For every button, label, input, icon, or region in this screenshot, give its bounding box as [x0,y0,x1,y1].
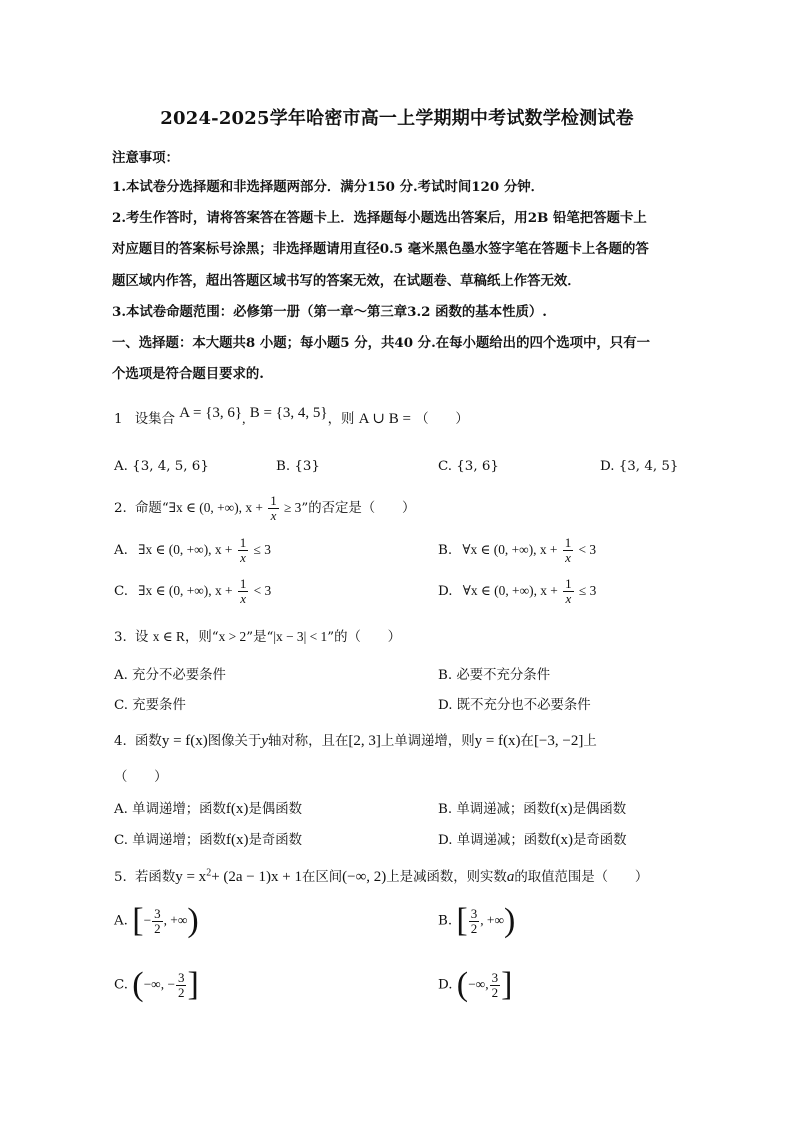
q2-option-d-den: x [563,591,574,606]
question-4-interval-1: [2, 3] [348,733,381,749]
q5-option-a[interactable] [114,902,199,939]
question-2-expr-b: ≥ 3 [283,500,302,515]
q4-option-c-text: C. 单调递增；函数 [114,833,227,848]
q2-option-c-expr: ∃x ∈ (0, +∞), x + [138,583,233,598]
question-5-var: a [506,869,515,885]
q5-option-a-fraction [152,907,163,936]
q4-option-b-tail: 是偶函数 [572,802,627,817]
q2-option-c-den: x [238,591,249,606]
q5-option-d[interactable] [438,966,513,1003]
question-2-number: 2. [114,501,127,516]
question-2-frac-num: 1 [270,493,277,508]
q4-option-c[interactable] [114,829,302,849]
q5-option-c-right-bracket: ] [187,966,199,1003]
q4-option-b[interactable] [438,798,626,818]
q4-option-b-text: B. 单调递减；函数 [438,802,551,817]
question-4-stem-d: 上单调递增，则 [380,734,475,749]
q5-option-a-den: 2 [154,920,161,936]
question-4 [114,730,597,750]
question-5-number: 5. [114,870,127,885]
question-4-stem-f: 上 [583,734,597,749]
question-3-stem-d: ”的（ ） [327,630,402,645]
q5-option-d-fraction [490,971,501,1000]
question-1-set-b: B = {3, 4, 5} [249,405,328,421]
q3-option-d[interactable]: D. 既不充分也不必要条件 [438,698,591,713]
question-3-stem-b: ，则“ [184,630,219,645]
q5-option-d-num: 3 [491,969,499,985]
q5-option-a-right-bracket: ) [187,902,199,939]
q2-option-b[interactable] [438,536,596,565]
question-1-paren: （ ） [415,412,469,427]
question-3-cond-2: |x − 3| < 1 [273,629,328,644]
q5-option-b-fraction [469,907,480,936]
q5-option-b-tail: , +∞ [480,912,504,928]
q5-option-c[interactable] [114,966,199,1003]
q4-option-c-tail: 是奇函数 [248,833,303,848]
q2-option-a[interactable] [114,536,271,565]
q5-option-b-den: 2 [470,920,478,936]
q5-option-b-label: B. [438,913,453,929]
q4-option-d-fx: f(x) [550,832,574,848]
q5-option-c-fraction [176,971,187,1000]
q1-option-b[interactable]: B. {3} [276,459,320,474]
q2-option-d-fraction [563,577,574,606]
q5-option-d-right-bracket: ] [501,966,513,1003]
q2-option-d-expr: ∀x ∈ (0, +∞), x + [462,583,558,598]
question-3-cond-1: x > 2 [218,629,247,644]
question-4-axis: y [261,733,269,749]
question-1-stem-b: ，则 [327,412,355,427]
q5-option-c-left-bracket: ( [132,966,144,1003]
question-3 [114,626,401,645]
question-5-stem-c: 上是减函数，则实数 [386,870,507,885]
q2-option-c-label: C. [114,584,129,599]
q4-option-c-fx: f(x) [226,832,249,848]
notice-item-2-line-3: 题区域内作答，超出答题区域书写的答案无效，在试题卷、草稿纸上作答无效． [112,273,581,289]
question-2-stem-a: 命题“ [135,501,169,516]
question-3-number: 3. [114,630,127,645]
question-4-stem-c: 轴对称，且在 [268,734,349,749]
q3-option-a[interactable]: A. 充分不必要条件 [114,668,226,683]
question-5 [114,866,648,886]
question-1-stem-a: 设集合 [134,412,175,427]
page-title: 2024-2025学年哈密市高一上学期期中考试数学检测试卷 [160,108,634,129]
notice-item-2-line-1: 2.考生作答时，请将答案答在答题卡上．选择题每小题选出答案后，用2B 铅笔把答题卡上 [112,210,647,226]
question-4-number: 4. [114,734,127,749]
question-1-number: 1 [114,412,123,427]
q2-option-a-num: 1 [239,535,247,550]
notice-item-1: 1.本试卷分选择题和非选择题两部分．满分150 分.考试时间120 分钟． [112,179,545,195]
q2-option-d-num: 1 [565,576,572,591]
q5-option-c-den: 2 [177,984,185,1000]
question-4-stem-e: 在 [520,734,534,749]
question-5-stem-b: 在区间 [301,870,343,885]
question-5-stem-a: 若函数 [135,870,176,885]
q4-option-a-fx: f(x) [225,801,249,817]
question-1-comma: , [242,411,246,426]
q2-option-b-expr: ∀x ∈ (0, +∞), x + [462,542,558,557]
question-1-union: A ∪ B = [358,411,411,427]
question-2-frac-den: x [268,508,279,523]
question-5-interval: (−∞, 2) [342,869,387,885]
q2-option-c[interactable] [114,577,271,606]
q1-option-d[interactable]: D. {3, 4, 5} [600,459,679,474]
section-1-heading-line-1: 一、选择题：本大题共8 小题；每小题5 分，共40 分.在每小题给出的四个选项中，只有一 [112,335,650,351]
q1-option-a[interactable]: A. {3, 4, 5, 6} [114,459,209,474]
q2-option-c-fraction [238,577,249,606]
question-3-var: x ∈ R [152,629,185,644]
q4-option-d[interactable] [438,829,627,849]
question-4-stem-a: 函数 [135,734,162,749]
question-1 [114,405,469,428]
q5-option-d-left-bracket: ( [456,966,469,1003]
question-2-fraction [268,494,279,523]
q4-option-a-tail: 是偶函数 [248,802,302,817]
q5-option-a-left-bracket: [ [132,902,144,939]
q5-option-b[interactable] [438,902,516,939]
q1-option-c[interactable]: C. {3, 6} [438,459,499,474]
q2-option-b-label: B. [438,543,453,558]
q2-option-b-fraction [563,536,574,565]
q5-option-b-right-bracket: ) [504,902,516,939]
q5-option-a-tail: , +∞ [163,912,188,928]
q2-option-c-tail: < 3 [253,583,272,598]
q4-option-a-text: A. 单调递增；函数 [114,802,226,817]
question-1-set-a: A = {3, 6} [179,405,243,421]
question-3-stem-a: 设 [135,630,149,645]
q4-option-a[interactable] [114,798,302,818]
question-2-stem-b: ”的否定是（ ） [301,501,416,516]
q5-option-c-num: 3 [177,969,185,985]
notice-item-2-line-2: 对应题目的答案标号涂黑；非选择题请用直径0.5 毫米黑色墨水签字笔在答题卡上各题的答 [112,241,649,257]
notice-item-3: 3.本试卷命题范围：必修第一册（第一章～第三章3.2 函数的基本性质）. [112,304,547,320]
q5-option-d-label: D. [438,977,453,993]
question-5-fn-b: + (2a − 1)x + 1 [211,869,302,885]
question-4-fn: y = f(x) [161,733,208,749]
q5-option-d-den: 2 [491,984,499,1000]
question-5-stem-d: 的取值范围是（ ） [514,870,649,885]
q2-option-d[interactable] [438,577,596,606]
question-4-stem-b: 图像关于 [207,734,262,749]
question-4-interval-2: [−3, −2] [533,733,584,749]
q2-option-a-tail: ≤ 3 [253,542,271,557]
question-3-stem-c: ”是“ [246,630,274,645]
q2-option-a-expr: ∃x ∈ (0, +∞), x + [138,542,233,557]
q3-option-c[interactable]: C. 充要条件 [114,698,186,713]
q4-option-d-text: D. 单调递减；函数 [438,833,551,848]
q5-option-b-left-bracket: [ [456,902,468,939]
q4-option-d-tail: 是奇函数 [573,833,627,848]
q5-option-c-label: C. [114,977,129,993]
notice-heading: 注意事项： [112,150,179,166]
question-4-paren: （ ） [114,770,168,785]
q5-option-c-head: −∞, − [143,976,175,992]
question-5-fn-a: y = x [175,869,207,885]
q2-option-a-den: x [238,550,249,565]
section-1-heading-line-2: 个选项是符合题目要求的. [112,366,264,382]
q2-option-a-label: A. [114,543,128,558]
q5-option-b-num: 3 [470,905,478,921]
question-5-exponent: 2 [206,867,212,879]
q5-option-a-num: 3 [154,905,161,921]
q2-option-d-label: D. [438,584,453,599]
q2-option-b-den: x [563,550,574,565]
q5-option-d-head: −∞, [468,976,489,992]
q2-option-b-tail: < 3 [578,542,597,557]
q3-option-b[interactable]: B. 必要不充分条件 [438,668,551,683]
q2-option-d-tail: ≤ 3 [578,583,597,598]
question-2-expr-a: ∃x ∈ (0, +∞), x + [168,500,263,515]
q5-option-a-label: A. [114,913,128,929]
q4-option-b-fx: f(x) [550,801,573,817]
question-2 [114,494,415,523]
question-4-fn-2: y = f(x) [474,733,521,749]
q2-option-b-num: 1 [564,535,572,550]
q2-option-c-num: 1 [239,576,247,591]
q2-option-a-fraction [238,536,249,565]
q5-option-a-sign: − [143,912,152,928]
